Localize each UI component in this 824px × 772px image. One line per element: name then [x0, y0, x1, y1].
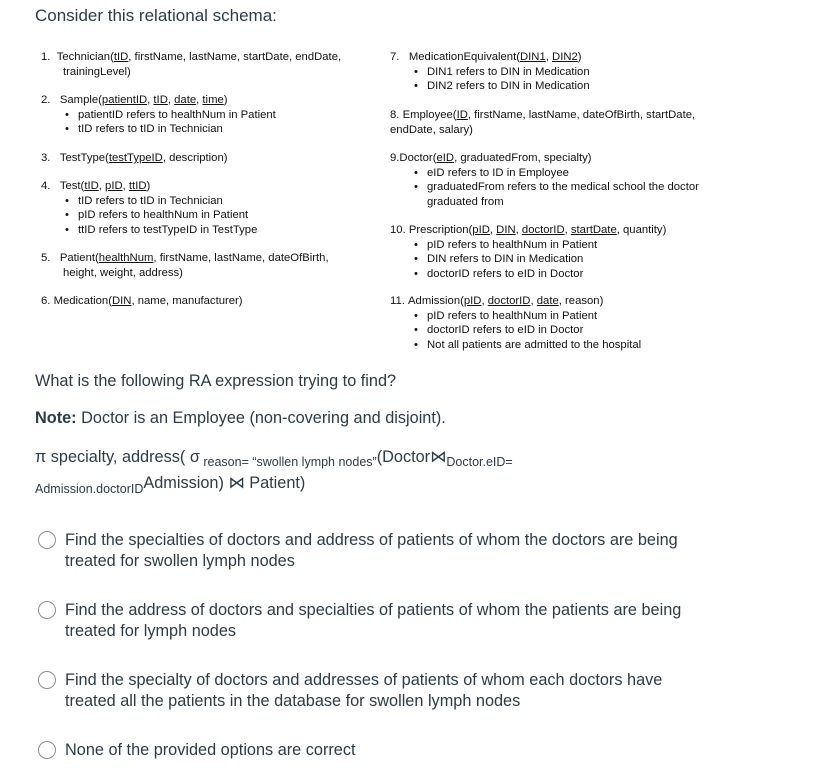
schema-item-medication: 6. Medication(DIN, name, manufacturer) — [41, 295, 243, 307]
list-item: • ttID refers to testTypeID in TestType — [63, 223, 257, 238]
list-item: • tID refers to tID in Technician — [63, 194, 257, 209]
medication-equivalent-constraints — [412, 65, 590, 94]
list-item: • pID refers to healthNum in Patient — [412, 238, 666, 253]
option-label: Find the specialty of doctors and addresses of patients of whom each doctors have treated all the patients in the database for swollen lymph nodes — [65, 671, 663, 710]
schema-item-medication-equivalent: 7. MedicationEquivalent(DIN1, DIN2) • DIN1 refers to DIN in Medication • DIN2 refers to DIN in Medication — [390, 50, 590, 94]
page-heading: Consider this relational schema: — [35, 6, 277, 25]
note — [35, 409, 446, 428]
list-item: • DIN refers to DIN in Medication — [412, 252, 666, 267]
join-symbol: ⋈ — [228, 474, 245, 492]
option-label: Find the address of doctors and specialties of patients of whom the patients are being treated for lymph nodes — [65, 601, 682, 640]
list-item: • DIN2 refers to DIN in Medication — [412, 79, 590, 94]
list-item: • doctorID refers to eID in Doctor — [412, 267, 666, 282]
selection-condition: reason= “swollen lymph nodes” — [199, 455, 377, 469]
schema-item-sample: 2. Sample(patientID, tID, date, time) • patientID refers to healthNum in Patient • tID refers to tID in Technician — [41, 93, 276, 137]
prescription-constraints — [412, 238, 666, 282]
list-item: • DIN1 refers to DIN in Medication — [412, 65, 590, 80]
list-item: • patientID refers to healthNum in Patient — [63, 108, 276, 123]
item-number: 1. — [41, 51, 51, 63]
list-item: • eID refers to ID in Employee — [412, 166, 712, 181]
sample-constraints — [63, 108, 276, 137]
schema-item-patient: 5. Patient(healthNum, firstName, lastName, dateOfBirth, height, weight, address) — [41, 252, 329, 279]
schema-item-testtype: 3. TestType(testTypeID, description) — [41, 152, 228, 164]
list-item: • Not all patients are admitted to the hospital — [412, 338, 641, 353]
schema-item-technician: 1. Technician(tID, firstName, lastName, startDate, endDate, trainingLevel) — [41, 51, 342, 78]
pi-symbol: π — [35, 448, 47, 466]
join-symbol: ⋈ — [430, 448, 447, 466]
schema-item-prescription: 10. Prescription(pID, DIN, doctorID, startDate, quantity) • pID refers to healthNum in Patient • DIN refers to DIN in Medication • doctorID refers to eID in Doctor — [390, 223, 666, 281]
option-label: Find the specialties of doctors and address of patients of whom the doctors are being treated for swollen lymph nodes — [65, 531, 678, 570]
list-item: • tID refers to tID in Technician — [63, 122, 276, 137]
answer-option-1[interactable] — [38, 530, 685, 571]
list-item: • pID refers to healthNum in Patient — [412, 309, 641, 324]
radio-button[interactable] — [38, 741, 56, 759]
schema-item-test: 4. Test(tID, pID, ttID) • tID refers to tID in Technician • pID refers to healthNum in Patient • ttID refers to testTypeID in TestType — [41, 179, 257, 237]
schema-item-admission: 11. Admission(pID, doctorID, date, reason) • pID refers to healthNum in Patient • doctorID refers to eID in Doctor • Not all patients are admitted to the hospital — [390, 294, 641, 352]
answer-option-4[interactable] — [38, 740, 685, 761]
answer-option-3[interactable] — [38, 670, 685, 711]
schema-item-doctor: 9.Doctor(eID, graduatedFrom, specialty) • eID refers to ID in Employee • graduatedFrom refers to the medical school the doctor graduated from — [390, 151, 730, 209]
list-item: • doctorID refers to eID in Doctor — [412, 323, 641, 338]
join-condition: Doctor.eID= — [446, 455, 513, 469]
sigma-symbol: σ — [189, 448, 200, 466]
question-text: What is the following RA expression trying to find? — [35, 372, 397, 390]
radio-button[interactable] — [38, 671, 56, 689]
list-item: • pID refers to healthNum in Patient — [63, 208, 257, 223]
note-text: Doctor is an Employee (non-covering and disjoint). — [76, 409, 446, 427]
option-label: None of the provided options are correct — [65, 741, 356, 759]
note-label: Note: — [35, 409, 77, 427]
answer-option-2[interactable] — [38, 600, 685, 641]
ra-expression: π specialty, address( σ $_{reason= “swollen lymph nodes”}(Doctor⋈_{Doctor.eID=}$ — [35, 448, 513, 469]
ra-expression-line2: $_{Admission.doctorID}$Admission) ⋈ Patient) — [35, 474, 306, 496]
admission-constraints — [412, 309, 641, 353]
radio-button[interactable] — [38, 531, 56, 549]
schema-item-employee: 8. Employee(ID, firstName, lastName, dateOfBirth, startDate, endDate, salary) — [390, 109, 696, 136]
test-constraints — [63, 194, 257, 238]
radio-button[interactable] — [38, 601, 56, 619]
doctor-constraints — [412, 166, 712, 210]
join-condition-cont: Admission.doctorID — [35, 482, 144, 496]
list-item: • graduatedFrom refers to the medical school the doctor graduated from — [412, 180, 712, 209]
